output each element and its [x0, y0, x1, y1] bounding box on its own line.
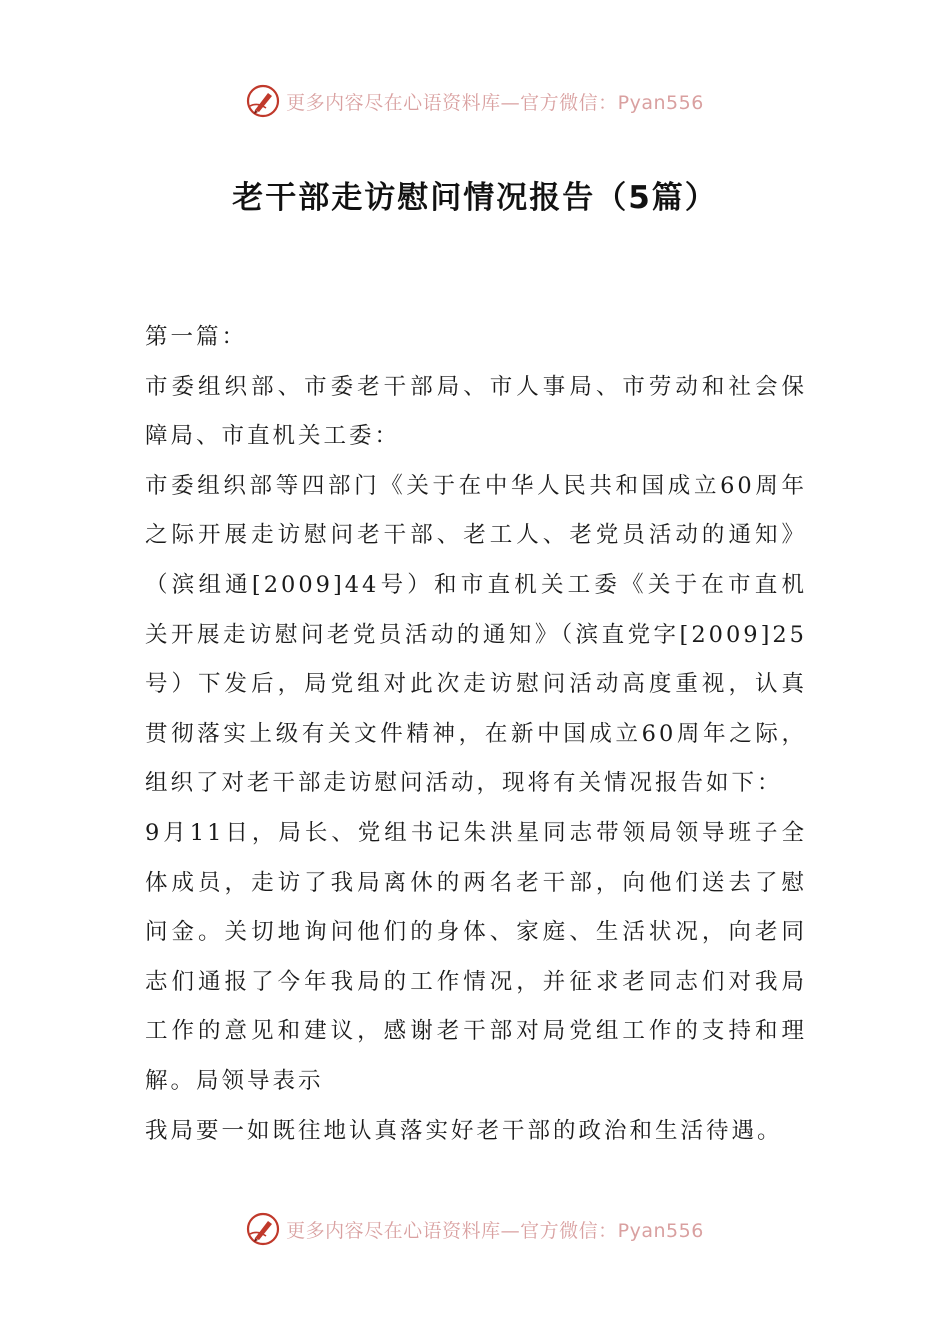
paragraph: 我局要一如既往地认真落实好老干部的政治和生活待遇。 — [145, 1117, 783, 1144]
header-watermark — [0, 84, 950, 118]
paragraph: 市委组织部、市委老干部局、市人事局、市劳动和社会保障局、市直机关工委： — [145, 373, 807, 450]
watermark-text: 更多内容尽在心语资料库—官方微信：Pyan556 — [286, 1219, 704, 1242]
paragraph: 市委组织部等四部门《关于在中华人民共和国成立60周年之际开展走访慰问老干部、老工人、老党员活动的通知》（滨组通[2009]44号）和市直机关工委《关于在市直机关开展走访慰问老党员活动的通知》（滨直党字[2009]25号）下发后，局党组对此次走访慰问活动高度重视，认真贯彻落实上级有关文件精神，在新中国成立60周年之际，组织了对老干部走访慰问活动，现将有关情况报告如下： — [145, 472, 807, 797]
watermark-text: 更多内容尽在心语资料库—官方微信：Pyan556 — [286, 91, 704, 114]
paragraph: 第一篇： — [145, 324, 248, 350]
footer-watermark — [0, 1212, 950, 1246]
paragraph: 9月11日，局长、党组书记朱洪星同志带领局领导班子全体成员，走访了我局离休的两名老干部，向他们送去了慰问金。关切地询问他们的身体、家庭、生活状况，向老同志们通报了今年我局的工作情况，并征求老同志们对我局工作的意见和建议，感谢老干部对局党组工作的支持和理解。局领导表示 — [145, 819, 807, 1094]
pen-logo-icon — [246, 84, 280, 118]
document-title: 老干部走访慰问情况报告（5篇） — [232, 180, 718, 216]
pen-logo-icon — [246, 1212, 280, 1246]
document-body — [145, 313, 807, 1156]
